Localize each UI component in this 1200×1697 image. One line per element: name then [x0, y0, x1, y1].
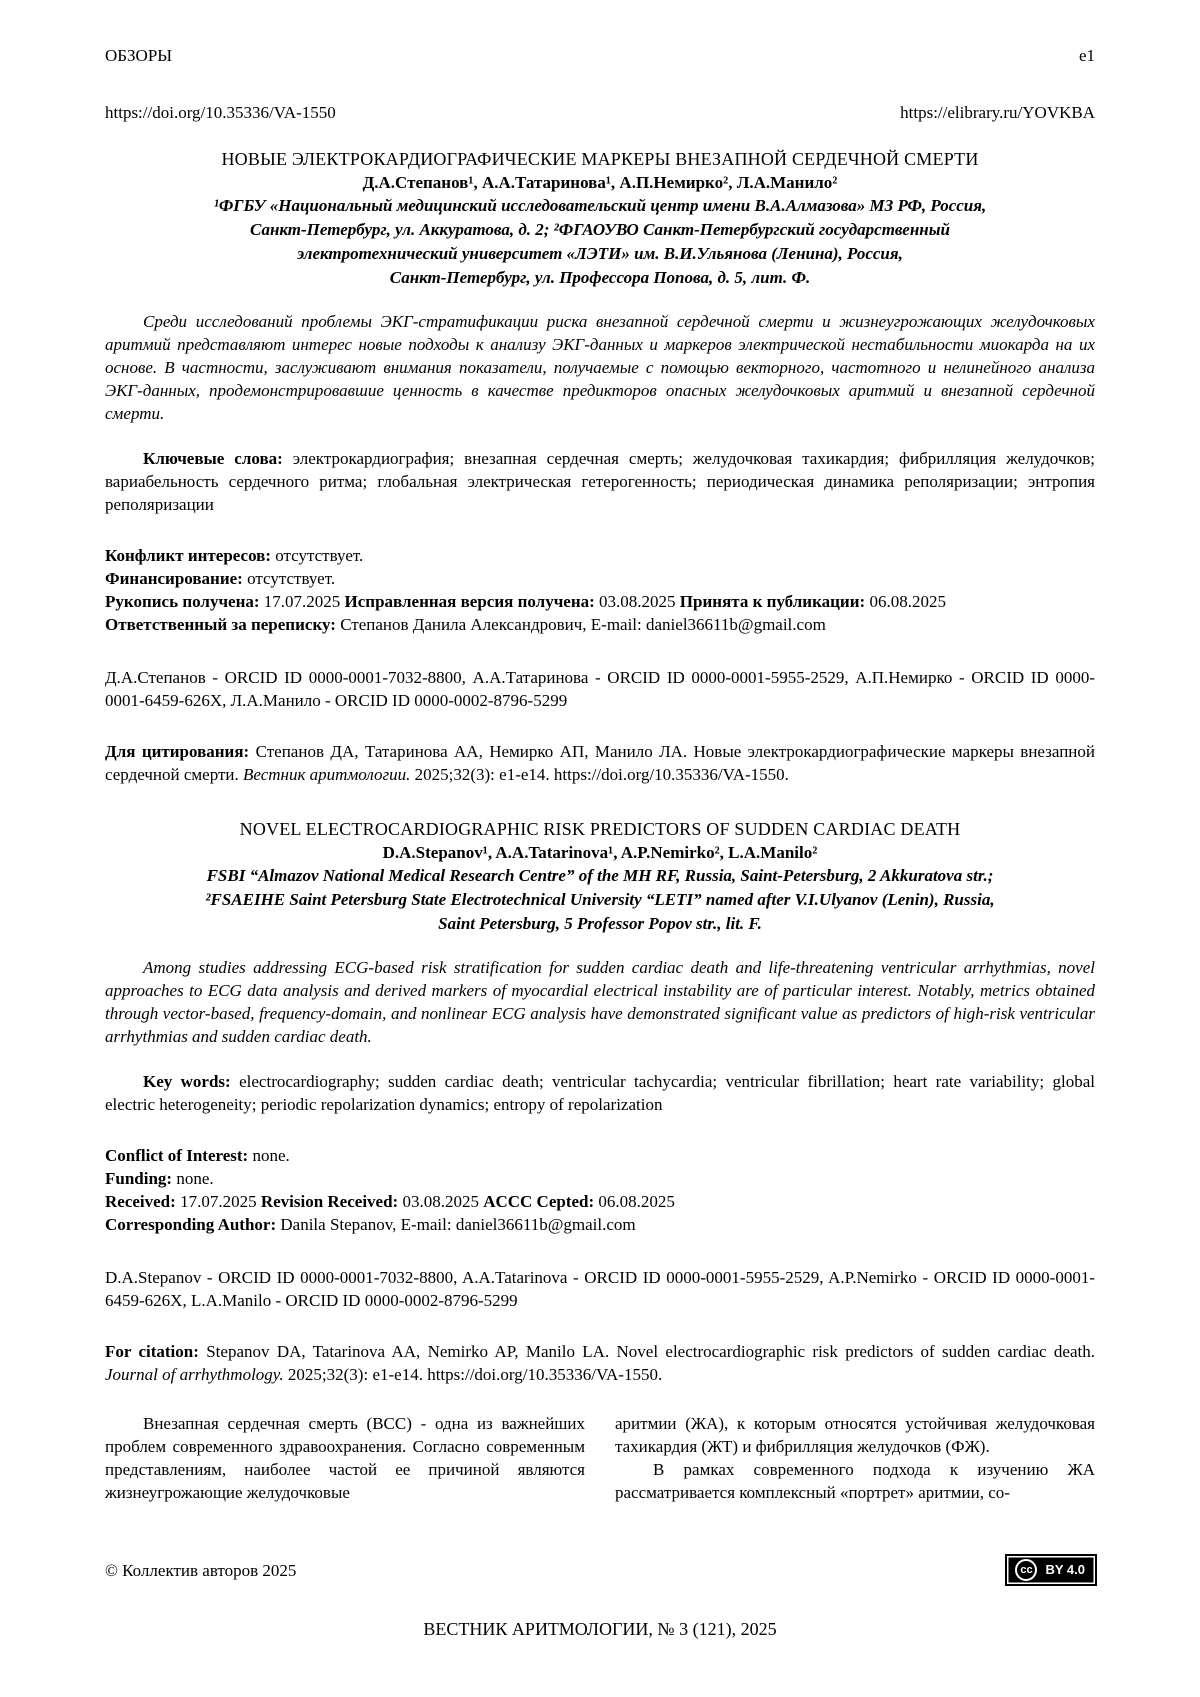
citation-label-ru: Для цитирования:: [105, 742, 250, 761]
funding-text-ru: отсутствует.: [247, 569, 336, 588]
body-paragraph: аритмии (ЖА), к которым относятся устойчивая желудочковая тахикардия (ЖТ) и фибрилляция желудочков (ФЖ).: [615, 1414, 1095, 1456]
keywords-label-ru: Ключевые слова:: [143, 449, 283, 468]
copyright-notice: © Коллектив авторов 2025: [105, 1560, 297, 1580]
corresponding-ru: [105, 613, 1095, 636]
meta-en: [105, 1144, 1095, 1236]
body-column-right: [615, 1412, 1095, 1504]
conflict-of-interest-ru: [105, 544, 1095, 567]
doi-link[interactable]: https://doi.org/10.35336/VA-1550: [105, 103, 336, 122]
citation-journal-en: Journal of arrhythmology.: [105, 1365, 284, 1384]
corresponding-en: [105, 1213, 1095, 1236]
affiliation-line: электротехнический университет «ЛЭТИ» им. В.И.Ульянова (Ленина), Россия,: [297, 244, 903, 263]
links-row: [105, 101, 1095, 124]
section-label: ОБЗОРЫ: [105, 46, 173, 65]
citation-label-en: For citation:: [105, 1342, 199, 1361]
received-date-ru: 17.07.2025: [263, 592, 341, 611]
cc-license-badge[interactable]: [1007, 1556, 1095, 1584]
body-paragraph: В рамках современного подхода к изучению ЖА рассматривается комплексный «портрет» аритмии, со-: [615, 1460, 1095, 1502]
revision-date-en: 03.08.2025: [402, 1192, 479, 1211]
affiliations-ru: [105, 194, 1095, 290]
affiliation-line: FSBI “Almazov National Medical Research Centre” of the MH RF, Russia, Saint-Petersburg, 2 Akkuratova str.;: [206, 866, 994, 885]
page-header: [105, 44, 1095, 67]
keywords-label-en: Key words:: [143, 1072, 231, 1091]
abstract-en: Among studies addressing ECG-based risk stratification for sudden cardiac death and life-threatening ventricular arrhythmias, novel approaches to ECG data analysis and derived markers of myocardial electrical instability are of particular interest. Notably, metrics obtained through vector-based, frequency-domain, and nonlinear ECG analysis have demonstrated significant value as predictors of high-risk ventricular arrhythmias and sudden cardiac death.: [105, 958, 1095, 1046]
article-body: [105, 1412, 1095, 1504]
meta-ru: [105, 544, 1095, 636]
dates-en: [105, 1190, 1095, 1213]
affiliation-line: Санкт-Петербург, ул. Профессора Попова, д. 5, лит. Ф.: [389, 268, 811, 287]
citation-journal-ru: Вестник аритмологии.: [243, 765, 411, 784]
journal-footer: ВЕСТНИК АРИТМОЛОГИИ, № 3 (121), 2025: [423, 1619, 777, 1639]
citation-en: [105, 1340, 1095, 1386]
citation-ru: [105, 740, 1095, 786]
accepted-date-en: 06.08.2025: [598, 1192, 675, 1211]
accepted-label-en: ACCC Cepted:: [483, 1192, 595, 1211]
funding-label-en: Funding:: [105, 1169, 173, 1188]
article-title-en: NOVEL ELECTROCARDIOGRAPHIC RISK PREDICTORS OF SUDDEN CARDIAC DEATH: [239, 819, 961, 839]
conflict-label-en: Conflict of Interest:: [105, 1146, 249, 1165]
body-paragraph: Внезапная сердечная смерть (ВСС) - одна из важнейших проблем современного здравоохранения. Согласно современным представлениям, наиболее частой ее причиной являются жизнеугрожающие желудочковые: [105, 1414, 585, 1502]
keywords-text-en: electrocardiography; sudden cardiac death; ventricular tachycardia; ventricular fibrillation; heart rate variability; global electric heterogeneity; periodic repolarization dynamics; entropy of repolarization: [105, 1072, 1096, 1114]
conflict-label-ru: Конфликт интересов:: [105, 546, 271, 565]
keywords-en: [105, 1070, 1095, 1116]
affiliations-en: [105, 864, 1095, 936]
received-label-en: Received:: [105, 1192, 176, 1211]
funding-text-en: none.: [176, 1169, 214, 1188]
keywords-ru: [105, 447, 1095, 516]
affiliation-line: Saint Petersburg, 5 Professor Popov str., lit. F.: [438, 914, 762, 933]
funding-label-ru: Финансирование:: [105, 569, 243, 588]
conflict-of-interest-en: [105, 1144, 1095, 1167]
corresponding-text-en: Danila Stepanov, E-mail: daniel36611b@gmail.com: [280, 1215, 636, 1234]
abstract-ru: Среди исследований проблемы ЭКГ-стратификации риска внезапной сердечной смерти и жизнеугрожающих желудочковых аритмий представляют интерес новые подходы к анализу ЭКГ-данных и маркеров электрической нестабильности миокарда на их основе. В частности, заслуживают внимания показатели, получаемые с помощью векторного, частотного и нелинейного анализа ЭКГ-данных, продемонстрировавшие ценность в качестве предикторов опасных желудочковых аритмий и внезапной сердечной смерти.: [105, 312, 1095, 423]
body-column-left: [105, 1412, 585, 1504]
orcid-en: D.A.Stepanov - ORCID ID 0000-0001-7032-8800, A.A.Tatarinova - ORCID ID 0000-0001-5955-2529, A.P.Nemirko - ORCID ID 0000-0001-6459-626X, L.A.Manilo - ORCID ID 0000-0002-8796-5299: [105, 1268, 1095, 1310]
received-label-ru: Рукопись получена:: [105, 592, 260, 611]
conflict-text-ru: отсутствует.: [275, 546, 364, 565]
conflict-text-en: none.: [252, 1146, 290, 1165]
article-title-ru: НОВЫЕ ЭЛЕКТРОКАРДИОГРАФИЧЕСКИЕ МАРКЕРЫ ВНЕЗАПНОЙ СЕРДЕЧНОЙ СМЕРТИ: [221, 149, 979, 169]
cc-license-label: BY 4.0: [1045, 1562, 1085, 1577]
received-date-en: 17.07.2025: [180, 1192, 257, 1211]
revision-label-en: Revision Received:: [260, 1192, 399, 1211]
elibrary-link[interactable]: https://elibrary.ru/YOVKBA: [900, 103, 1095, 122]
authors-en: D.A.Stepanov¹, A.A.Tatarinova¹, A.P.Nemirko², L.A.Manilo²: [382, 843, 818, 862]
accepted-date-ru: 06.08.2025: [869, 592, 946, 611]
corresponding-text-ru: Степанов Данила Александрович, E-mail: daniel36611b@gmail.com: [340, 615, 826, 634]
keywords-text-ru: электрокардиография; внезапная сердечная смерть; желудочковая тахикардия; фибрилляция желудочков; вариабельность сердечного ритма; глобальная электрическая гетерогенность; периодическая динамика реполяризации; энтропия реполяризации: [105, 449, 1096, 514]
citation-text-en: Stepanov DA, Tatarinova AA, Nemirko AP, Manilo LA. Novel electrocardiographic risk predictors of sudden cardiac death.: [206, 1342, 1095, 1361]
revision-label-ru: Исправленная версия получена:: [344, 592, 595, 611]
orcid-ru: Д.А.Степанов - ORCID ID 0000-0001-7032-8800, А.А.Татаринова - ORCID ID 0000-0001-5955-2529, А.П.Немирко - ORCID ID 0000-0001-6459-626X, Л.А.Манило - ORCID ID 0000-0002-8796-5299: [105, 668, 1095, 710]
corresponding-label-ru: Ответственный за переписку:: [105, 615, 336, 634]
citation-text-ru: Степанов ДА, Татаринова АА, Немирко АП, Манило ЛА. Новые электрокардиографические маркеры внезапной сердечной смерти.: [105, 742, 1096, 784]
corresponding-label-en: Corresponding Author:: [105, 1215, 277, 1234]
cc-icon: cc: [1015, 1559, 1037, 1581]
funding-en: [105, 1167, 1095, 1190]
authors-ru: Д.А.Степанов¹, А.А.Татаринова¹, А.П.Немирко², Л.А.Манило²: [362, 173, 838, 192]
revision-date-ru: 03.08.2025: [599, 592, 676, 611]
citation-tail-en: 2025;32(3): e1-e14. https://doi.org/10.35336/VA-1550.: [287, 1365, 663, 1384]
page-footer: [105, 1520, 1095, 1584]
citation-tail-ru: 2025;32(3): e1-e14. https://doi.org/10.35336/VA-1550.: [414, 765, 789, 784]
page-number: e1: [1078, 46, 1095, 65]
affiliation-line: ¹ФГБУ «Национальный медицинский исследовательский центр имени В.А.Алмазова» МЗ РФ, Россия,: [213, 196, 987, 215]
funding-ru: [105, 567, 1095, 590]
affiliation-line: Санкт-Петербург, ул. Аккуратова, д. 2; ²ФГАОУВО Санкт-Петербургский государственный: [250, 220, 950, 239]
affiliation-line: ²FSAEIHE Saint Petersburg State Electrotechnical University “LETI” named after V.I.Ulyanov (Lenin), Russia,: [205, 890, 995, 909]
accepted-label-ru: Принята к публикации:: [679, 592, 866, 611]
dates-ru: [105, 590, 1095, 613]
